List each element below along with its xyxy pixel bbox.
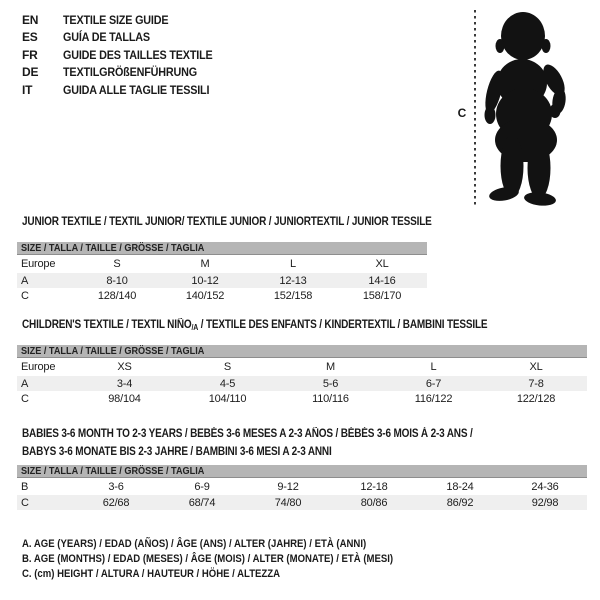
table-row-b — [17, 478, 587, 496]
cell: 7-8 — [485, 376, 587, 391]
cell: 74/80 — [245, 495, 331, 510]
lang-code: DE — [22, 65, 39, 80]
table-row-europe — [17, 255, 427, 274]
title-subscript: /A — [191, 323, 199, 332]
cell: 68/74 — [159, 495, 245, 510]
legend-text: C. (cm) HEIGHT / ALTURA / HAUTEUR / HÖHE / ALTEZZA — [22, 568, 281, 581]
cell: 128/140 — [97, 289, 137, 302]
measurement-legend — [22, 537, 449, 583]
legend-line-b — [22, 552, 449, 567]
lang-row-it — [22, 81, 229, 99]
baby-silhouette-icon — [482, 12, 569, 207]
lang-title: GUÍA DE TALLAS — [63, 30, 150, 45]
row-label: C — [17, 495, 73, 510]
babies-size-table — [17, 465, 587, 510]
cell: 14-16 — [337, 273, 427, 288]
table-row-a — [17, 273, 427, 288]
cell: 152/158 — [273, 289, 313, 302]
junior-table-title — [22, 213, 493, 231]
lang-row-es — [22, 29, 229, 47]
cell: 62/68 — [73, 495, 159, 510]
lang-row-fr — [22, 46, 229, 64]
cell: 9-12 — [277, 480, 299, 493]
junior-table-title-text: JUNIOR TEXTILE / TEXTIL JUNIOR/ TEXTILE JUNIOR / JUNIORTEXTIL / JUNIOR TESSILE — [22, 216, 432, 228]
table-row-a — [17, 376, 587, 391]
babies-title-line1: BABIES 3-6 MONTH TO 2-3 YEARS / BEBÉS 3-6 MESES A 2-3 AÑOS / BÉBÉS 3-6 MOIS À 2-3 ANS / — [22, 428, 473, 440]
row-label: C — [21, 392, 29, 405]
size-header-band — [17, 465, 587, 478]
cell: 12-18 — [360, 480, 388, 493]
cell: 140/152 — [185, 289, 225, 302]
size-header-row — [17, 242, 427, 255]
cell: 8-10 — [73, 273, 161, 288]
table-row-europe — [17, 358, 587, 377]
size-header-band — [17, 345, 587, 358]
lang-row-de — [22, 64, 229, 82]
cell: XL — [375, 258, 389, 270]
cell: 18-24 — [446, 480, 474, 493]
babies-table-title — [22, 425, 540, 461]
cell: 6-7 — [382, 376, 485, 391]
lang-title: TEXTILE SIZE GUIDE — [63, 12, 169, 27]
row-label: A — [17, 273, 73, 288]
legend-line-a — [22, 537, 449, 552]
cell: S — [113, 258, 121, 270]
cell: 158/170 — [362, 289, 402, 302]
lang-code: IT — [22, 82, 33, 97]
cell: XS — [117, 361, 132, 373]
cell: 122/128 — [516, 392, 556, 405]
size-header-band — [17, 242, 427, 255]
table-row-c — [17, 495, 587, 510]
cell: 116/122 — [414, 392, 453, 405]
children-size-table — [17, 345, 587, 406]
cell: 98/104 — [108, 392, 141, 405]
cell: 3-6 — [108, 480, 124, 493]
legend-text: A. AGE (YEARS) / EDAD (AÑOS) / ÂGE (ANS) / ALTER (JAHRE) / ETÀ (ANNI) — [22, 538, 367, 550]
size-header-text: SIZE / TALLA / TAILLE / GRÖSSE / TAGLIA — [21, 345, 205, 357]
cell: 80/86 — [331, 495, 417, 510]
cell: 92/98 — [503, 495, 587, 510]
title-part: / TEXTILE DES ENFANTS / KINDERTEXTIL / BAMBINI TESSILE — [198, 319, 488, 331]
cell: 24-36 — [531, 480, 559, 493]
cell: M — [200, 258, 210, 270]
legend-line-c — [22, 567, 449, 582]
size-header-text: SIZE / TALLA / TAILLE / GRÖSSE / TAGLIA — [21, 242, 205, 254]
cell: 6-9 — [194, 480, 210, 493]
cell: 3-4 — [73, 376, 176, 391]
cell: L — [290, 258, 296, 270]
lang-code: ES — [22, 30, 38, 45]
title-part: CHILDREN'S TEXTILE / TEXTIL NIÑO — [22, 319, 192, 331]
lang-code: FR — [22, 47, 38, 62]
row-label: Europe — [21, 361, 56, 373]
size-header-text: SIZE / TALLA / TAILLE / GRÖSSE / TAGLIA — [21, 465, 205, 477]
babies-title-line2: BABYS 3-6 MONATE BIS 2-3 JAHRE / BAMBINI 3-6 MESI A 2-3 ANNI — [22, 446, 332, 458]
cell: 10-12 — [161, 273, 249, 288]
cell: M — [326, 361, 335, 373]
cell: 86/92 — [417, 495, 503, 510]
table-row-c — [17, 391, 587, 406]
legend-text: B. AGE (MONTHS) / EDAD (MESES) / ÂGE (MOIS) / ALTER (MONATE) / ETÀ (MESI) — [22, 553, 394, 566]
children-table-title-text — [22, 316, 487, 337]
lang-title: GUIDA ALLE TAGLIE TESSILI — [63, 82, 210, 97]
cell: 110/116 — [312, 392, 349, 405]
cell: 4-5 — [176, 376, 279, 391]
figure-height-label: C — [457, 106, 467, 120]
lang-title: TEXTILGRÖßENFÜHRUNG — [63, 65, 197, 80]
lang-row-en — [22, 11, 229, 29]
cell: 104/110 — [208, 392, 247, 405]
table-row-c — [17, 288, 427, 303]
cell: 12-13 — [249, 273, 337, 288]
row-label: Europe — [21, 258, 56, 270]
cell: L — [430, 361, 437, 373]
junior-size-table — [17, 242, 427, 303]
lang-code: EN — [22, 12, 39, 27]
size-header-row — [17, 465, 587, 478]
row-label: C — [21, 289, 29, 302]
children-table-title — [22, 316, 557, 337]
cell: 5-6 — [279, 376, 382, 391]
row-label: A — [17, 376, 73, 391]
row-label: B — [21, 480, 29, 493]
lang-title: GUIDE DES TAILLES TEXTILE — [63, 47, 213, 62]
language-title-list — [22, 11, 229, 99]
cell: XL — [529, 361, 543, 373]
cell: S — [223, 361, 232, 373]
size-header-row — [17, 345, 587, 358]
